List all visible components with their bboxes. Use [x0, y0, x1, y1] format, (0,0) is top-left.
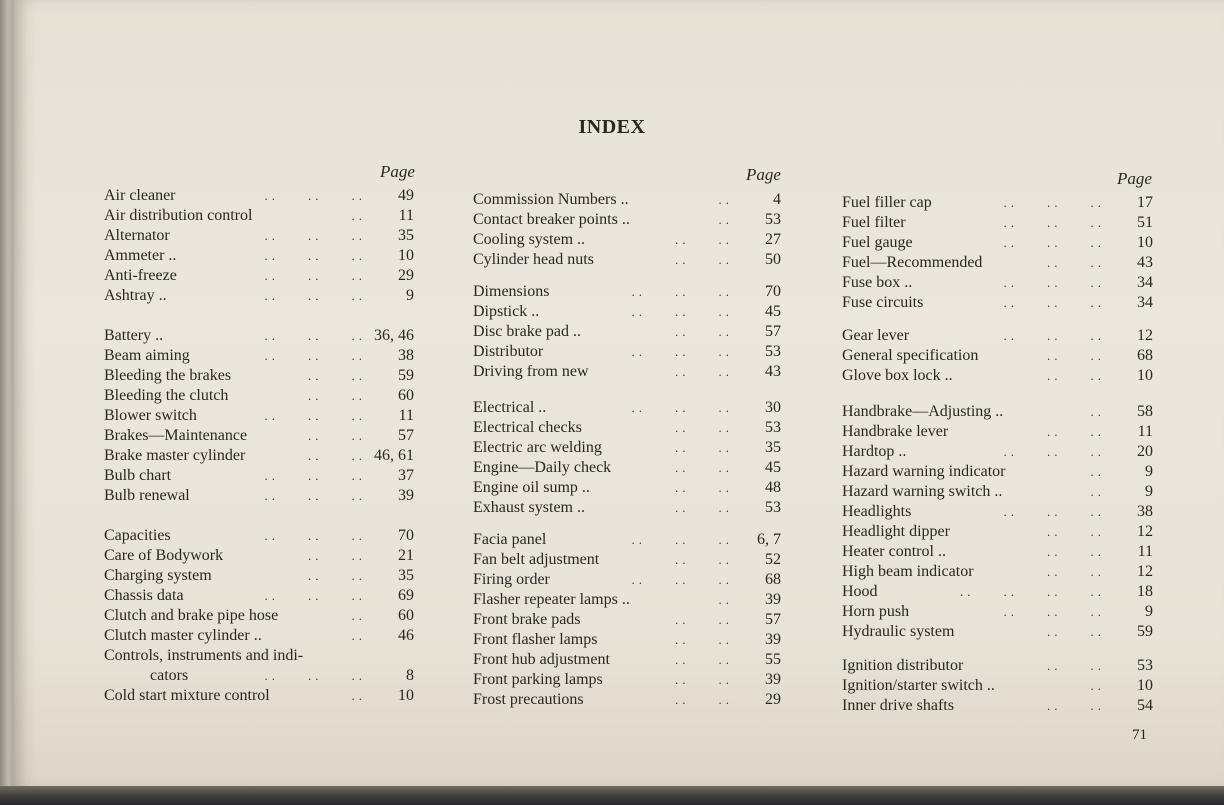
entry-label: Dipstick ..: [473, 303, 540, 320]
page-number: 71: [1132, 727, 1147, 743]
index-entry: [104, 566, 414, 586]
entry-page-number: 46: [398, 627, 414, 644]
index-entry: [473, 362, 781, 382]
entry-label: Engine oil sump ..: [473, 479, 590, 496]
leader-dots: .. ..: [675, 632, 733, 647]
entry-page-number: 39: [765, 671, 781, 688]
index-entry: [473, 670, 781, 690]
leader-dots: .. .. ..: [631, 400, 733, 415]
entry-page-number: 34: [1137, 274, 1153, 291]
leader-dots: .. .. ..: [264, 588, 366, 603]
entry-page-number: 12: [1137, 563, 1153, 580]
index-entry: [104, 586, 414, 606]
index-entry: [104, 286, 414, 306]
entry-page-number: 59: [398, 367, 414, 384]
entry-label: Fuse circuits: [842, 294, 924, 311]
entry-page-number: 38: [398, 347, 414, 364]
index-entry: [473, 250, 781, 270]
leader-dots: ..: [718, 212, 733, 227]
leader-dots: .. ..: [1047, 424, 1105, 439]
index-entry: [104, 526, 414, 546]
entry-page-number: 57: [398, 427, 414, 444]
entry-label: Charging system: [104, 567, 212, 584]
leader-dots: ..: [351, 208, 366, 223]
entry-page-number: 35: [398, 227, 414, 244]
leader-dots: ..: [1090, 484, 1105, 499]
entry-label: Driving from new: [473, 363, 589, 380]
entry-page-number: 54: [1137, 697, 1153, 714]
index-entry: [473, 230, 781, 250]
entry-label: Heater control ..: [842, 543, 946, 560]
index-entry: [104, 466, 414, 486]
leader-dots: .. ..: [1047, 698, 1105, 713]
index-entry: [104, 546, 414, 566]
index-entry: [104, 326, 414, 346]
entry-label: Ammeter ..: [104, 247, 177, 264]
index-entry: [473, 418, 781, 438]
entry-label: Brakes—Maintenance: [104, 427, 248, 444]
leader-dots: .. .. ..: [631, 304, 733, 319]
leader-dots: .. .. ..: [264, 528, 366, 543]
entry-label: Handbrake—Adjusting ..: [842, 403, 1004, 420]
entry-label: Beam aiming: [104, 347, 190, 364]
index-entry: [842, 366, 1153, 386]
entry-page-number: 45: [765, 303, 781, 320]
index-entry: [842, 273, 1153, 293]
entry-page-number: 29: [765, 691, 781, 708]
leader-dots: ..: [351, 608, 366, 623]
entry-label: Fuse box ..: [842, 274, 913, 291]
entry-page-number: 51: [1137, 214, 1153, 231]
leader-dots: .. .. ..: [1003, 215, 1105, 230]
index-entry: [842, 676, 1153, 696]
leader-dots: .. .. ..: [264, 328, 366, 343]
index-entry: [104, 646, 414, 666]
leader-dots: .. .. ..: [264, 348, 366, 363]
entry-page-number: 43: [1137, 254, 1153, 271]
leader-dots: .. ..: [675, 252, 733, 267]
entry-page-number: 34: [1137, 294, 1153, 311]
leader-dots: .. ..: [675, 612, 733, 627]
leader-dots: .. .. ..: [264, 468, 366, 483]
entry-label: Front brake pads: [473, 611, 581, 628]
leader-dots: .. ..: [675, 552, 733, 567]
entry-page-number: 45: [765, 459, 781, 476]
leader-dots: .. .. ..: [631, 284, 733, 299]
entry-page-number: 36, 46: [374, 327, 414, 344]
index-entry: [473, 550, 781, 570]
index-entry: [842, 193, 1153, 213]
entry-page-number: 38: [1137, 503, 1153, 520]
leader-dots: .. ..: [308, 568, 366, 583]
index-entry: [842, 253, 1153, 273]
leader-dots: .. .. ..: [264, 668, 366, 683]
entry-label: Cold start mixture control: [104, 687, 270, 704]
leader-dots: .. ..: [675, 652, 733, 667]
index-entry: [473, 458, 781, 478]
page-bottom-edge: [0, 786, 1224, 805]
entry-page-number: 27: [765, 231, 781, 248]
entry-page-number: 8: [406, 667, 414, 684]
entry-page-number: 53: [765, 419, 781, 436]
leader-dots: .. .. ..: [631, 572, 733, 587]
leader-dots: .. .. ..: [264, 188, 366, 203]
index-entry: [473, 342, 781, 362]
leader-dots: .. ..: [1047, 348, 1105, 363]
leader-dots: .. ..: [675, 480, 733, 495]
leader-dots: ..: [718, 192, 733, 207]
index-entry: [842, 502, 1153, 522]
leader-dots: .. ..: [675, 672, 733, 687]
leader-dots: .. ..: [308, 388, 366, 403]
index-entry: [842, 696, 1153, 716]
leader-dots: .. ..: [1047, 564, 1105, 579]
entry-label: Facia panel: [473, 531, 547, 548]
entry-page-number: 35: [765, 439, 781, 456]
entry-page-number: 10: [1137, 234, 1153, 251]
index-entry: [842, 346, 1153, 366]
leader-dots: ..: [1090, 464, 1105, 479]
entry-page-number: 53: [765, 211, 781, 228]
entry-page-number: 57: [765, 323, 781, 340]
leader-dots: .. .. ..: [264, 228, 366, 243]
index-entry: [473, 590, 781, 610]
page-title: INDEX: [578, 116, 646, 138]
entry-label: Electrical ..: [473, 399, 547, 416]
entry-page-number: 68: [1137, 347, 1153, 364]
leader-dots: .. ..: [1047, 658, 1105, 673]
entry-label: Frost precautions: [473, 691, 584, 708]
leader-dots: .. ..: [308, 548, 366, 563]
entry-label: Controls, instruments and indi-: [104, 647, 304, 664]
entry-label: Clutch master cylinder ..: [104, 627, 262, 644]
entry-label: Inner drive shafts: [842, 697, 954, 714]
entry-label: Fan belt adjustment: [473, 551, 600, 568]
entry-page-number: 39: [398, 487, 414, 504]
entry-label: High beam indicator: [842, 563, 974, 580]
entry-label: Ignition distributor: [842, 657, 964, 674]
entry-page-number: 52: [765, 551, 781, 568]
index-entry: [842, 326, 1153, 346]
index-entry: [104, 686, 414, 706]
index-entry: [104, 266, 414, 286]
index-entry: [104, 226, 414, 246]
leader-dots: .. ..: [1047, 524, 1105, 539]
page-column-header: Page: [380, 162, 415, 181]
entry-page-number: 11: [398, 407, 414, 424]
index-entry: [104, 366, 414, 386]
entry-page-number: 57: [765, 611, 781, 628]
entry-label: Front flasher lamps: [473, 631, 598, 648]
entry-page-number: 10: [1137, 677, 1153, 694]
leader-dots: .. ..: [675, 692, 733, 707]
leader-dots: .. .. ..: [264, 288, 366, 303]
index-entry: [842, 622, 1153, 642]
leader-dots: .. .. ..: [1003, 328, 1105, 343]
entry-page-number: 10: [398, 247, 414, 264]
entry-label: Dimensions: [473, 283, 550, 300]
entry-label: Fuel—Recommended: [842, 254, 983, 271]
index-entry: [842, 422, 1153, 442]
entry-page-number: 9: [1145, 483, 1153, 500]
entry-page-number: 29: [398, 267, 414, 284]
entry-label: Fuel gauge: [842, 234, 913, 251]
index-entry: [104, 406, 414, 426]
entry-label: Cooling system ..: [473, 231, 586, 248]
leader-dots: ..: [718, 592, 733, 607]
entry-page-number: 37: [398, 467, 414, 484]
entry-page-number: 11: [1137, 423, 1153, 440]
entry-label: Anti-freeze: [104, 267, 177, 284]
entry-page-number: 12: [1137, 523, 1153, 540]
index-entry: [842, 602, 1153, 622]
leader-dots: .. .. ..: [1003, 444, 1105, 459]
index-entry: [104, 386, 414, 406]
entry-label: cators: [150, 667, 189, 684]
leader-dots: ..: [351, 628, 366, 643]
entry-page-number: 70: [398, 527, 414, 544]
entry-label: Chassis data: [104, 587, 184, 604]
entry-label: Cylinder head nuts: [473, 251, 594, 268]
entry-label: Horn push: [842, 603, 910, 620]
index-entry: [473, 570, 781, 590]
entry-label: Commission Numbers ..: [473, 191, 629, 208]
entry-label: Electric arc welding: [473, 439, 602, 456]
entry-label: Air cleaner: [104, 187, 176, 204]
index-entry: [473, 282, 781, 302]
index-entry: [104, 626, 414, 646]
entry-page-number: 53: [765, 499, 781, 516]
index-entry: [842, 582, 1153, 602]
index-entry: [842, 562, 1153, 582]
leader-dots: .. .. ..: [1003, 295, 1105, 310]
leader-dots: .. .. ..: [631, 532, 733, 547]
leader-dots: .. ..: [675, 440, 733, 455]
index-entry: [473, 690, 781, 710]
leader-dots: .. ..: [675, 324, 733, 339]
entry-label: Flasher repeater lamps ..: [473, 591, 630, 608]
entry-label: Disc brake pad ..: [473, 323, 581, 340]
entry-label: Bleeding the clutch: [104, 387, 229, 404]
index-entry: [104, 246, 414, 266]
entry-label: Firing order: [473, 571, 550, 588]
index-entry: [842, 402, 1153, 422]
leader-dots: .. ..: [1047, 624, 1105, 639]
entry-page-number: 35: [398, 567, 414, 584]
leader-dots: ..: [1090, 678, 1105, 693]
entry-page-number: 53: [765, 343, 781, 360]
index-entry: [473, 398, 781, 418]
entry-label: Handbrake lever: [842, 423, 949, 440]
entry-page-number: 12: [1137, 327, 1153, 344]
entry-page-number: 43: [765, 363, 781, 380]
entry-page-number: 58: [1137, 403, 1153, 420]
index-entry: [842, 442, 1153, 462]
entry-label: Hardtop ..: [842, 443, 907, 460]
entry-label: Front hub adjustment: [473, 651, 610, 668]
index-entry: [104, 346, 414, 366]
entry-label: Ashtray ..: [104, 287, 167, 304]
entry-label: Air distribution control: [104, 207, 253, 224]
leader-dots: .. .. ..: [264, 248, 366, 263]
entry-page-number: 4: [773, 191, 781, 208]
index-entry: [104, 446, 414, 466]
index-entry: [842, 293, 1153, 313]
entry-label: Battery ..: [104, 327, 164, 344]
leader-dots: .. ..: [675, 460, 733, 475]
index-entry: [842, 542, 1153, 562]
entry-label: Hazard warning switch ..: [842, 483, 1003, 500]
entry-page-number: 50: [765, 251, 781, 268]
entry-page-number: 11: [398, 207, 414, 224]
entry-page-number: 48: [765, 479, 781, 496]
leader-dots: .. .. ..: [1003, 195, 1105, 210]
entry-page-number: 20: [1137, 443, 1153, 460]
index-entry: [473, 322, 781, 342]
index-entry: [842, 213, 1153, 233]
entry-page-number: 9: [1145, 463, 1153, 480]
index-entry: [842, 233, 1153, 253]
index-entry: [842, 482, 1153, 502]
leader-dots: .. ..: [308, 368, 366, 383]
entry-label: Gear lever: [842, 327, 910, 344]
index-entry: [473, 190, 781, 210]
entry-label: Contact breaker points ..: [473, 211, 630, 228]
entry-label: Capacities: [104, 527, 171, 544]
index-entry: [104, 486, 414, 506]
entry-label: Care of Bodywork: [104, 547, 224, 564]
leader-dots: .. .. ..: [264, 488, 366, 503]
index-entry: [473, 478, 781, 498]
index-entry: [473, 498, 781, 518]
index-entry: [473, 438, 781, 458]
entry-label: General specification: [842, 347, 979, 364]
entry-page-number: 68: [765, 571, 781, 588]
entry-label: Bulb chart: [104, 467, 172, 484]
page-column-header: Page: [1117, 169, 1152, 188]
entry-page-number: 9: [1145, 603, 1153, 620]
index-entry: [104, 426, 414, 446]
index-entry: [104, 186, 414, 206]
entry-label: Hood: [842, 583, 878, 600]
entry-page-number: 6, 7: [757, 531, 781, 548]
index-entry: [842, 522, 1153, 542]
entry-label: Ignition/starter switch ..: [842, 677, 995, 694]
index-entry: [104, 206, 414, 226]
entry-page-number: 30: [765, 399, 781, 416]
leader-dots: .. .. ..: [264, 268, 366, 283]
entry-label: Glove box lock ..: [842, 367, 953, 384]
index-entry: [842, 462, 1153, 482]
leader-dots: .. ..: [675, 500, 733, 515]
index-entry: [473, 610, 781, 630]
entry-label: Clutch and brake pipe hose: [104, 607, 279, 624]
entry-label: Bleeding the brakes: [104, 367, 232, 384]
entry-page-number: 39: [765, 591, 781, 608]
entry-page-number: 46, 61: [374, 447, 414, 464]
entry-page-number: 10: [1137, 367, 1153, 384]
entry-label: Headlight dipper: [842, 523, 950, 540]
entry-page-number: 49: [398, 187, 414, 204]
index-entry: [842, 656, 1153, 676]
entry-label: Electrical checks: [473, 419, 582, 436]
leader-dots: .. ..: [1047, 544, 1105, 559]
entry-label: Blower switch: [104, 407, 197, 424]
entry-page-number: 53: [1137, 657, 1153, 674]
leader-dots: .. .. ..: [1003, 235, 1105, 250]
entry-label: Headlights: [842, 503, 912, 520]
entry-label: Brake master cylinder: [104, 447, 246, 464]
entry-page-number: 18: [1137, 583, 1153, 600]
index-entry: [104, 606, 414, 626]
leader-dots: ..: [1090, 404, 1105, 419]
leader-dots: .. ..: [1047, 255, 1105, 270]
leader-dots: .. .. ..: [1003, 504, 1105, 519]
entry-page-number: 60: [398, 387, 414, 404]
entry-label: Fuel filter: [842, 214, 906, 231]
leader-dots: .. .. ..: [631, 344, 733, 359]
entry-page-number: 11: [1137, 543, 1153, 560]
entry-page-number: 10: [398, 687, 414, 704]
entry-label: Front parking lamps: [473, 671, 603, 688]
entry-label: Alternator: [104, 227, 170, 244]
index-entry: [473, 530, 781, 550]
leader-dots: .. ..: [308, 428, 366, 443]
leader-dots: .. .. ..: [1003, 275, 1105, 290]
entry-label: Fuel filler cap: [842, 194, 932, 211]
entry-label: Hazard warning indicator: [842, 463, 1006, 480]
index-entry: [473, 210, 781, 230]
entry-label: Bulb renewal: [104, 487, 190, 504]
entry-label: Engine—Daily check: [473, 459, 612, 476]
leader-dots: .. .. ..: [264, 408, 366, 423]
leader-dots: ..: [351, 688, 366, 703]
entry-page-number: 70: [765, 283, 781, 300]
entry-page-number: 60: [398, 607, 414, 624]
leader-dots: .. ..: [675, 420, 733, 435]
entry-label: Distributor: [473, 343, 544, 360]
entry-page-number: 59: [1137, 623, 1153, 640]
index-entry: [473, 630, 781, 650]
leader-dots: .. ..: [1047, 368, 1105, 383]
index-entry: [473, 302, 781, 322]
leader-dots: .. ..: [308, 448, 366, 463]
leader-dots: .. ..: [675, 232, 733, 247]
index-entry: [150, 666, 414, 686]
leader-dots: .. ..: [675, 364, 733, 379]
entry-page-number: 21: [398, 547, 414, 564]
leader-dots: .. .. .. ..: [960, 584, 1105, 599]
entry-page-number: 55: [765, 651, 781, 668]
index-entry: [473, 650, 781, 670]
entry-page-number: 69: [398, 587, 414, 604]
page-column-header: Page: [746, 165, 781, 184]
entry-label: Hydraulic system: [842, 623, 955, 640]
entry-page-number: 39: [765, 631, 781, 648]
leader-dots: .. .. ..: [1003, 604, 1105, 619]
entry-page-number: 17: [1137, 194, 1153, 211]
entry-page-number: 9: [406, 287, 414, 304]
entry-label: Exhaust system ..: [473, 499, 585, 516]
